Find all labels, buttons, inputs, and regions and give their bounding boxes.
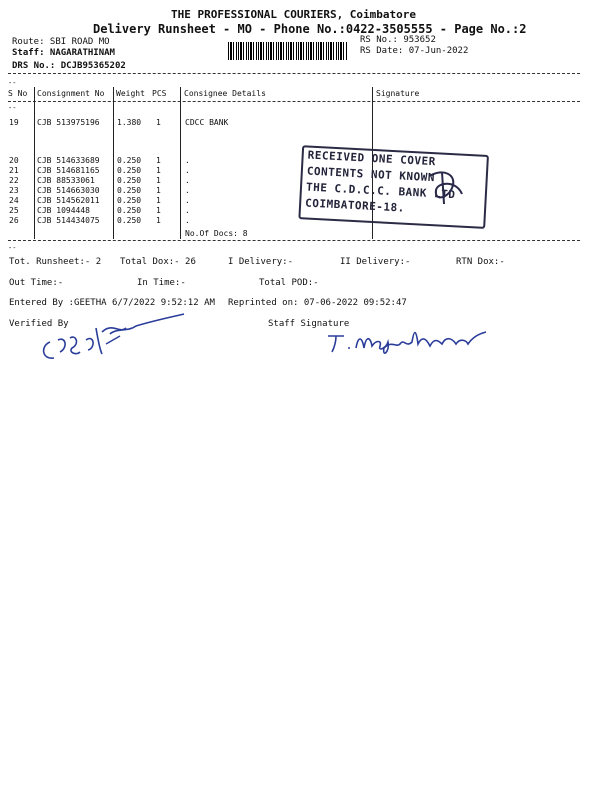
table-row-details: . [185, 216, 190, 225]
barcode-image [228, 42, 348, 60]
table-row-sno: 25 [9, 206, 19, 215]
drs-number: DRS No.: DCJB95365202 [12, 61, 126, 71]
divider-top [8, 73, 580, 74]
table-row-consignment: CJB 514663030 [37, 186, 100, 195]
dash-marker-2: -- [8, 104, 17, 112]
table-row-details: . [185, 196, 190, 205]
col-header-pcs: PCS [152, 89, 167, 98]
total-dox: Total Dox:- 26 [120, 257, 196, 267]
col-header-consignee: Consignee Details [184, 89, 266, 98]
verified-by-label: Verified By [9, 319, 69, 329]
staff-signature-label: Staff Signature [268, 319, 350, 329]
table-row-weight: 0.250 [117, 156, 142, 165]
dash-marker-1: -- [8, 79, 17, 87]
dash-marker-3: -- [8, 244, 17, 252]
col-header-signature: Signature [376, 89, 420, 98]
i-delivery: I Delivery:- [228, 257, 294, 267]
total-pod: Total POD:- [259, 278, 319, 288]
table-row-weight: 0.250 [117, 216, 142, 225]
table-row-weight: 0.250 [117, 196, 142, 205]
staff-label: Staff: NAGARATHINAM [12, 48, 115, 58]
table-row-sno: 22 [9, 176, 19, 185]
table-row-pcs: 1 [156, 196, 161, 205]
table-row-consignment: CJB 88533061 [37, 176, 95, 185]
table-row-sno: 21 [9, 166, 19, 175]
table-row-details: . [185, 176, 190, 185]
table-row-sno: 26 [9, 216, 19, 225]
stamp-line: COIMBATORE-18. [304, 196, 406, 215]
stamp-initial-signature [422, 164, 472, 214]
table-row-sno: 24 [9, 196, 19, 205]
table-row-weight: 0.250 [117, 186, 142, 195]
table-row-weight: 1.380 [117, 118, 142, 127]
ii-delivery: II Delivery:- [340, 257, 411, 267]
col-header-sno: S No [8, 89, 28, 98]
table-row-pcs: 1 [156, 216, 161, 225]
table-row-details: . [185, 166, 190, 175]
in-time: In Time:- [137, 278, 186, 288]
table-row-consignment: CJB 514562011 [37, 196, 100, 205]
table-row-consignment: CJB 513975196 [37, 118, 100, 127]
table-row-pcs: 1 [156, 206, 161, 215]
rs-number: RS No.: 953652 [360, 35, 436, 45]
divider-header [8, 101, 580, 102]
table-row-weight: 0.250 [117, 206, 142, 215]
route-label: Route: SBI ROAD MO [12, 37, 110, 47]
table-row-details: . [185, 206, 190, 215]
verified-signature [36, 308, 186, 368]
staff-signature [322, 318, 492, 358]
table-row-sno: 19 [9, 118, 19, 127]
runsheet-title: Delivery Runsheet - MO - Phone No.:0422-3505555 - Page No.:2 [93, 22, 527, 36]
stamp-line: RECEIVED ONE COVER [307, 148, 437, 169]
table-row-details: . [185, 156, 190, 165]
table-row-sno: 23 [9, 186, 19, 195]
company-title: THE PROFESSIONAL COURIERS, Coimbatore [171, 8, 417, 21]
table-row-sno: 20 [9, 156, 19, 165]
col-line-3 [180, 87, 181, 239]
rs-date: RS Date: 07-Jun-2022 [360, 46, 469, 56]
stamp-line: THE C.D.C.C. BANK LTD [305, 180, 456, 202]
col-header-weight: Weight [116, 89, 145, 98]
table-row-pcs: 1 [156, 156, 161, 165]
table-row-pcs: 1 [156, 166, 161, 175]
table-row-weight: 0.250 [117, 166, 142, 175]
table-row-pcs: 1 [156, 176, 161, 185]
reprinted-on: Reprinted on: 07-06-2022 09:52:47 [228, 298, 407, 308]
entered-by: Entered By :GEETHA 6/7/2022 9:52:12 AM [9, 298, 215, 308]
divider-summary [8, 240, 580, 241]
stamp-line: CONTENTS NOT KNOWN [306, 164, 436, 185]
table-row-pcs: 1 [156, 118, 161, 127]
table-row-consignment: CJB 514681165 [37, 166, 100, 175]
table-row-pcs: 1 [156, 186, 161, 195]
col-header-consignment: Consignment No [37, 89, 105, 98]
table-row-details: . [185, 186, 190, 195]
rtn-dox: RTN Dox:- [456, 257, 505, 267]
table-row-consignment: CJB 1094448 [37, 206, 90, 215]
out-time: Out Time:- [9, 278, 64, 288]
table-row-consignment: CJB 514434075 [37, 216, 100, 225]
table-row-consignment: CJB 514633689 [37, 156, 100, 165]
col-line-2 [113, 87, 114, 239]
no-of-docs: No.Of Docs: 8 [185, 229, 248, 238]
table-row-details: CDCC BANK [185, 118, 229, 127]
tot-runsheet: Tot. Runsheet:- 2 [9, 257, 102, 267]
table-row-weight: 0.250 [117, 176, 142, 185]
col-line-1 [34, 87, 35, 239]
